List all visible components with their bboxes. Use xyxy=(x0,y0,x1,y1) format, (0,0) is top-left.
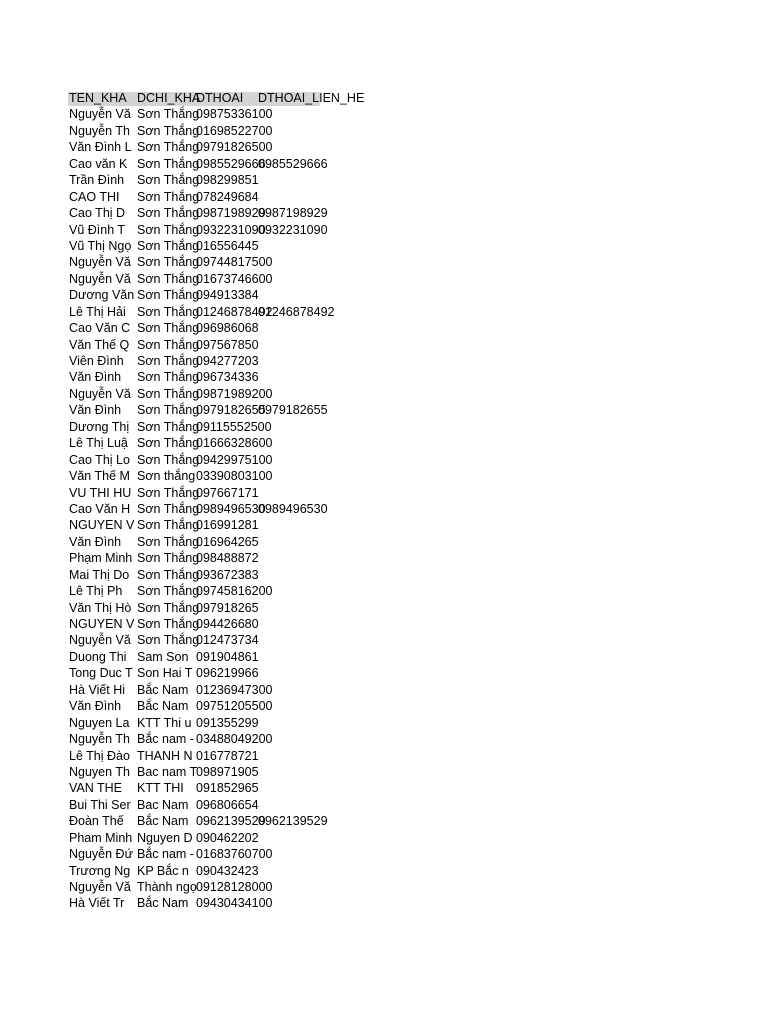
cell-dchi-kha[interactable]: Sơn Thắng xyxy=(137,107,200,122)
cell-dchi-kha[interactable]: Sơn Thắng xyxy=(137,354,200,368)
cell-dchi-kha[interactable]: Sơn thắng xyxy=(137,469,196,484)
cell-dchi-kha[interactable]: Sơn Thắng xyxy=(137,370,200,385)
cell-dthoai[interactable]: 01666328600 xyxy=(196,436,273,451)
cell-ten-kha[interactable]: Nguyễn Vă xyxy=(69,271,131,286)
cell-dthoai-lien-he[interactable]: 0987198929 xyxy=(258,206,328,221)
cell-dchi-kha[interactable]: Sơn Thắng xyxy=(137,534,200,549)
cell-dchi-kha[interactable]: Sơn Thắng xyxy=(137,567,200,582)
cell-dchi-kha[interactable]: Bắc nam - xyxy=(137,732,194,747)
cell-dthoai[interactable]: 090432423 xyxy=(196,863,259,878)
cell-ten-kha[interactable]: Nguyen Th xyxy=(69,764,130,779)
cell-dchi-kha[interactable]: Sơn Thắng xyxy=(137,222,200,237)
cell-ten-kha[interactable]: Mai Thị Do xyxy=(69,567,130,582)
cell-dthoai[interactable]: 093672383 xyxy=(196,567,259,582)
cell-dchi-kha[interactable]: Bac nam T xyxy=(137,764,198,779)
cell-dchi-kha[interactable]: Sơn Thắng xyxy=(137,436,200,451)
cell-ten-kha[interactable]: Cao Thị Lo xyxy=(69,452,130,467)
cell-dthoai[interactable]: 096219966 xyxy=(196,666,259,681)
cell-dchi-kha[interactable]: Bắc Nam xyxy=(137,699,189,714)
cell-ten-kha[interactable]: Văn Thị Hò xyxy=(69,600,132,615)
cell-dchi-kha[interactable]: Sơn Thắng xyxy=(137,452,200,467)
cell-ten-kha[interactable]: NGUYEN V xyxy=(69,518,135,533)
cell-dthoai[interactable]: 016778721 xyxy=(196,748,259,763)
cell-dthoai[interactable]: 094277203 xyxy=(196,354,259,368)
cell-dchi-kha[interactable]: Sơn Thắng xyxy=(137,551,200,566)
cell-ten-kha[interactable]: Dương Thị xyxy=(69,419,130,434)
cell-dchi-kha[interactable]: Sơn Thắng xyxy=(137,271,200,286)
cell-ten-kha[interactable]: Cao Văn H xyxy=(69,501,131,516)
cell-dthoai[interactable]: 096986068 xyxy=(196,321,259,336)
cell-dthoai[interactable]: 09430434100 xyxy=(196,896,273,911)
cell-ten-kha[interactable]: Tong Duc T xyxy=(69,666,133,681)
cell-dthoai-lien-he[interactable]: 0985529666 xyxy=(258,156,328,171)
cell-dthoai[interactable]: 01698522700 xyxy=(196,123,273,138)
cell-dchi-kha[interactable]: Sơn Thắng xyxy=(137,584,200,599)
cell-dchi-kha[interactable]: Bắc nam - xyxy=(137,847,194,862)
cell-dchi-kha[interactable]: Sơn Thắng xyxy=(137,206,200,221)
cell-ten-kha[interactable]: Văn Đình xyxy=(69,403,122,418)
cell-ten-kha[interactable]: Đoàn Thế xyxy=(69,814,124,829)
cell-dthoai[interactable]: 016556445 xyxy=(196,238,259,253)
cell-dthoai[interactable]: 096734336 xyxy=(196,370,259,385)
cell-dthoai[interactable]: 01683760700 xyxy=(196,847,273,862)
cell-ten-kha[interactable]: Dương Văn xyxy=(69,288,135,303)
cell-dthoai[interactable]: 0932231090 xyxy=(196,222,266,237)
cell-ten-kha[interactable]: Nguyễn Vă xyxy=(69,107,131,122)
cell-ten-kha[interactable]: Lê Thị Hải xyxy=(69,304,126,319)
cell-dthoai[interactable]: 097567850 xyxy=(196,337,259,352)
cell-dthoai-lien-he[interactable]: 0932231090 xyxy=(258,222,328,237)
header-ten-kha[interactable]: TEN_KHA xyxy=(69,91,127,105)
cell-dchi-kha[interactable]: Sơn Thắng xyxy=(137,403,200,418)
cell-dthoai-lien-he[interactable]: 0962139529 xyxy=(258,814,328,829)
cell-dthoai[interactable]: 094426680 xyxy=(196,617,259,631)
cell-dthoai[interactable]: 0989496530 xyxy=(196,501,266,516)
cell-ten-kha[interactable]: Cao Thị D xyxy=(69,206,126,221)
cell-dthoai[interactable]: 0979182655 xyxy=(196,403,266,418)
cell-ten-kha[interactable]: Hà Viết Tr xyxy=(69,896,125,911)
cell-ten-kha[interactable]: Duong Thi xyxy=(69,649,127,664)
cell-dchi-kha[interactable]: KTT THI xyxy=(137,781,184,796)
cell-dchi-kha[interactable]: Bắc Nam xyxy=(137,682,189,697)
cell-ten-kha[interactable]: Nguyễn Vă xyxy=(69,880,131,894)
cell-ten-kha[interactable]: VU THI HU xyxy=(69,485,132,500)
cell-dchi-kha[interactable]: Sơn Thắng xyxy=(137,255,200,270)
cell-dthoai[interactable]: 0985529666 xyxy=(196,156,266,171)
cell-dchi-kha[interactable]: Bac Nam xyxy=(137,797,189,812)
cell-dthoai[interactable]: 03488049200 xyxy=(196,732,273,747)
cell-dchi-kha[interactable]: Sơn Thắng xyxy=(137,485,200,500)
cell-ten-kha[interactable]: VAN THE xyxy=(69,781,123,796)
cell-ten-kha[interactable]: Hà Viết Hi xyxy=(69,682,126,697)
cell-dthoai[interactable]: 091904861 xyxy=(196,649,259,664)
cell-dchi-kha[interactable]: Sơn Thắng xyxy=(137,386,200,401)
cell-ten-kha[interactable]: Nguyễn Th xyxy=(69,123,130,138)
cell-dthoai[interactable]: 097667171 xyxy=(196,485,259,500)
cell-ten-kha[interactable]: Trần Đình xyxy=(69,173,125,188)
cell-dthoai[interactable]: 078249684 xyxy=(196,189,259,204)
cell-ten-kha[interactable]: NGUYEN V xyxy=(69,617,135,631)
cell-dthoai[interactable]: 09744817500 xyxy=(196,255,273,270)
cell-dthoai[interactable]: 016991281 xyxy=(196,518,259,533)
cell-ten-kha[interactable]: Nguyễn Vă xyxy=(69,386,131,401)
cell-ten-kha[interactable]: Nguyễn Đứ xyxy=(69,847,133,862)
cell-ten-kha[interactable]: Pham Minh xyxy=(69,830,133,845)
cell-dchi-kha[interactable]: Sơn Thắng xyxy=(137,600,200,615)
header-dthoai-lien-he[interactable]: DTHOAI_LIEN_HE xyxy=(258,91,365,105)
cell-dthoai[interactable]: 098299851 xyxy=(196,173,259,188)
cell-dthoai[interactable]: 091852965 xyxy=(196,781,259,796)
cell-dthoai[interactable]: 09128128000 xyxy=(196,880,273,894)
cell-ten-kha[interactable]: Lê Thị Ph xyxy=(69,584,123,599)
cell-dthoai[interactable]: 090462202 xyxy=(196,830,259,845)
cell-ten-kha[interactable]: Lê Thị Luậ xyxy=(69,436,128,451)
cell-ten-kha[interactable]: Văn Đình xyxy=(69,534,122,549)
cell-dthoai[interactable]: 01236947300 xyxy=(196,682,273,697)
cell-dchi-kha[interactable]: Sơn Thắng xyxy=(137,238,200,253)
cell-dthoai[interactable]: 09745816200 xyxy=(196,584,273,599)
cell-dthoai-lien-he[interactable]: 01246878492 xyxy=(258,304,335,319)
cell-ten-kha[interactable]: Văn Thế Q xyxy=(69,337,130,352)
cell-ten-kha[interactable]: Phạm Minh xyxy=(69,551,133,566)
cell-ten-kha[interactable]: Bui Thi Ser xyxy=(69,797,131,812)
cell-ten-kha[interactable]: Nguyễn Th xyxy=(69,732,130,747)
cell-ten-kha[interactable]: Văn Đình xyxy=(69,370,122,385)
cell-ten-kha[interactable]: Lê Thị Đào xyxy=(69,748,130,763)
cell-ten-kha[interactable]: Văn Thế M xyxy=(69,469,130,484)
cell-dchi-kha[interactable]: Sơn Thắng xyxy=(137,189,200,204)
cell-dchi-kha[interactable]: Sơn Thắng xyxy=(137,156,200,171)
cell-dthoai[interactable]: 03390803100 xyxy=(196,469,273,484)
cell-dthoai[interactable]: 016964265 xyxy=(196,534,259,549)
cell-dchi-kha[interactable]: Sơn Thắng xyxy=(137,123,200,138)
cell-ten-kha[interactable]: Nguyen La xyxy=(69,715,130,730)
cell-ten-kha[interactable]: Cao văn K xyxy=(69,156,128,171)
cell-dthoai[interactable]: 09429975100 xyxy=(196,452,273,467)
cell-dchi-kha[interactable]: Bắc Nam xyxy=(137,814,189,829)
cell-dthoai[interactable]: 09115552500 xyxy=(196,419,272,434)
cell-dthoai[interactable]: 097918265 xyxy=(196,600,259,615)
cell-dthoai[interactable]: 098971905 xyxy=(196,764,259,779)
cell-dthoai[interactable]: 0987198929 xyxy=(196,206,266,221)
cell-ten-kha[interactable]: CAO THI xyxy=(69,189,120,204)
cell-dthoai[interactable]: 01673746600 xyxy=(196,271,273,286)
cell-dthoai[interactable]: 012473734 xyxy=(196,633,259,648)
cell-ten-kha[interactable]: Vũ Đình T xyxy=(69,222,126,237)
cell-dchi-kha[interactable]: Sơn Thắng xyxy=(137,633,200,648)
cell-dchi-kha[interactable]: KP Bắc n xyxy=(137,863,189,878)
cell-dchi-kha[interactable]: Sơn Thắng xyxy=(137,419,200,434)
cell-dchi-kha[interactable]: Nguyen D xyxy=(137,830,193,845)
cell-ten-kha[interactable]: Văn Đình xyxy=(69,699,122,714)
cell-dchi-kha[interactable]: Thành ngọ xyxy=(137,880,197,894)
cell-dchi-kha[interactable]: THANH N xyxy=(137,748,193,763)
cell-dthoai[interactable]: 096806654 xyxy=(196,797,259,812)
cell-dthoai[interactable]: 09875336100 xyxy=(196,107,273,122)
cell-dchi-kha[interactable]: Sơn Thắng xyxy=(137,173,200,188)
cell-dchi-kha[interactable]: Sơn Thắng xyxy=(137,518,200,533)
cell-dthoai[interactable]: 094913384 xyxy=(196,288,259,303)
header-dthoai[interactable]: DTHOAI xyxy=(196,91,244,105)
cell-dthoai[interactable]: 098488872 xyxy=(196,551,259,566)
cell-dchi-kha[interactable]: Sơn Thắng xyxy=(137,617,200,631)
cell-dthoai[interactable]: 0962139529 xyxy=(196,814,266,829)
cell-dthoai[interactable]: 01246878492 xyxy=(196,304,273,319)
cell-ten-kha[interactable]: Nguyễn Vă xyxy=(69,633,131,648)
header-dchi-kha[interactable]: DCHI_KHA xyxy=(137,91,201,105)
cell-ten-kha[interactable]: Vũ Thị Ngọ xyxy=(69,238,132,253)
cell-dchi-kha[interactable]: Sơn Thắng xyxy=(137,321,200,336)
cell-dchi-kha[interactable]: Sơn Thắng xyxy=(137,140,200,155)
cell-dchi-kha[interactable]: Sơn Thắng xyxy=(137,337,200,352)
cell-ten-kha[interactable]: Cao Văn C xyxy=(69,321,131,336)
cell-dthoai-lien-he[interactable]: 0989496530 xyxy=(258,501,328,516)
cell-dchi-kha[interactable]: Sơn Thắng xyxy=(137,288,200,303)
cell-dthoai[interactable]: 09791826500 xyxy=(196,140,273,155)
cell-dchi-kha[interactable]: Son Hai T xyxy=(137,666,193,681)
cell-dchi-kha[interactable]: Bắc Nam xyxy=(137,896,189,911)
cell-dchi-kha[interactable]: Sam Son xyxy=(137,649,189,664)
cell-dthoai[interactable]: 09871989200 xyxy=(196,386,273,401)
cell-ten-kha[interactable]: Viên Đình xyxy=(69,354,124,368)
cell-ten-kha[interactable]: Văn Đình L xyxy=(69,140,132,155)
cell-dchi-kha[interactable]: Sơn Thắng xyxy=(137,304,200,319)
cell-dchi-kha[interactable]: Sơn Thắng xyxy=(137,501,200,516)
cell-ten-kha[interactable]: Trương Ng xyxy=(69,863,131,878)
cell-dchi-kha[interactable]: KTT Thi u xyxy=(137,715,192,730)
cell-dthoai-lien-he[interactable]: 0979182655 xyxy=(258,403,328,418)
cell-ten-kha[interactable]: Nguyễn Vă xyxy=(69,255,131,270)
cell-dthoai[interactable]: 091355299 xyxy=(196,715,259,730)
cell-dthoai[interactable]: 09751205500 xyxy=(196,699,273,714)
